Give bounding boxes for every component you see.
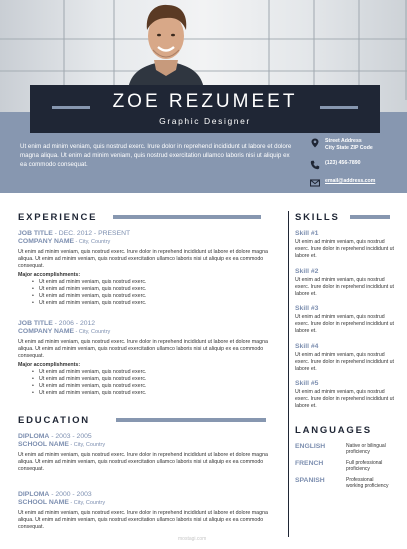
education-title: EDUCATION <box>18 414 90 426</box>
language-level: Professional working proficiency <box>346 477 389 490</box>
degree-dates: - 2003 - 2005 <box>49 433 92 440</box>
envelope-icon <box>310 178 320 188</box>
job-title: JOB TITLE <box>18 320 53 327</box>
list-item: • Ut enim ad minim veniam, quis nostrud exerc. <box>32 369 280 376</box>
accomplishments-label: Major accomplishments: <box>18 361 81 368</box>
education-entry <box>18 491 280 532</box>
language-name: ENGLISH <box>295 443 326 450</box>
column-separator <box>288 211 289 537</box>
profile-summary: Ut enim ad minim veniam, quis nostrud exerc. Irure dolor in reprehend incididunt ut labore et dolore magna aliqua. Ut enim ad minim veniam, quis nostrud exercitation ullamco laboris nisi ut aliquip ex ea commodo consequat. <box>20 143 292 168</box>
list-item: • Ut enim ad minim veniam, quis nostrud exerc. <box>32 376 280 383</box>
skill-name: Skill #2 <box>295 268 319 275</box>
degree-name: DIPLOMA <box>18 491 50 498</box>
address-line-1: Street Address <box>325 138 362 144</box>
skill-item <box>295 268 395 298</box>
list-item: • Ut enim ad minim veniam, quis nostrud exerc. <box>32 383 280 390</box>
degree-dates: - 2000 - 2003 <box>49 491 92 498</box>
education-heading <box>18 414 266 426</box>
language-item <box>295 443 395 456</box>
person-role: Graphic Designer <box>159 116 251 126</box>
experience-title: EXPERIENCE <box>18 211 98 223</box>
company-name: COMPANY NAME <box>18 328 75 335</box>
list-item: • Ut enim ad minim veniam, quis nostrud exerc. <box>32 293 280 300</box>
language-item <box>295 460 395 473</box>
contact-email <box>310 178 405 188</box>
education-entry <box>18 433 280 474</box>
skill-name: Skill #4 <box>295 343 319 350</box>
job-description: Ut enim ad minim veniam, quis nostrud exerc. Irure dolor in reprehend incididunt ut labore et dolore magna aliqua. Ut enim ad minim veniam, quis nostrud exercitation ullamco laboris nisi ut aliquip ex ea commodo consequat. <box>18 339 268 360</box>
list-item: • Ut enim ad minim veniam, quis nostrud exerc. <box>32 390 280 397</box>
phone-number: (123) 456-7890 <box>325 160 361 166</box>
skill-name: Skill #5 <box>295 380 319 387</box>
section-bar <box>350 215 390 219</box>
resume-header <box>0 0 407 193</box>
skill-item <box>295 380 395 410</box>
school-name: SCHOOL NAME <box>18 441 69 448</box>
job-title: JOB TITLE <box>18 230 53 237</box>
section-bar <box>116 418 266 422</box>
phone-icon <box>310 160 320 170</box>
skill-description: Ut enim ad minim veniam, quis nostrud exerc. Irure dolor in reprehend incididunt ut labore et. <box>295 389 394 409</box>
skill-item <box>295 343 395 373</box>
section-bar <box>113 215 261 219</box>
job-dates: - 2006 - 2012 <box>52 320 96 327</box>
job-description: Ut enim ad minim veniam, quis nostrud exerc. Irure dolor in reprehend incididunt ut labore et dolore magna aliqua. Ut enim ad minim veniam, quis nostrud exercitation ullamco laboris nisi ut aliquip ex ea commodo consequat. <box>18 249 268 270</box>
job-entry <box>18 230 280 307</box>
company-name: COMPANY NAME <box>18 238 75 245</box>
skill-item <box>295 230 395 260</box>
school-location: - City, Country <box>68 442 106 448</box>
language-name: SPANISH <box>295 477 325 484</box>
skills-heading <box>295 211 390 223</box>
name-box <box>30 85 380 133</box>
degree-name: DIPLOMA <box>18 433 50 440</box>
languages-heading <box>295 424 372 436</box>
education-description: Ut enim ad minim veniam, quis nostrud exerc. Irure dolor in reprehend incididunt ut labore et dolore magna aliqua. Ut enim ad minim veniam, quis nostrud exercitation ullamco laboris nisi ut aliquip ex ea commodo consequat. <box>18 510 268 531</box>
job-dates: - DEC. 2012 - PRESENT <box>52 230 131 237</box>
accomplishments-label: Major accomplishments: <box>18 271 81 278</box>
email-link[interactable]: email@address.com <box>325 178 376 184</box>
job-entry <box>18 320 280 397</box>
address-line-2: City State ZIP Code <box>325 145 373 151</box>
skill-name: Skill #3 <box>295 305 319 312</box>
experience-heading <box>18 211 261 223</box>
school-name: SCHOOL NAME <box>18 499 69 506</box>
language-level: Native or bilingual proficiency <box>346 443 386 456</box>
language-level: Full professional proficiency <box>346 460 383 473</box>
school-location: - City, Country <box>68 500 106 506</box>
company-location: - City, Country <box>74 329 111 335</box>
last-name: REZUMEET <box>168 91 298 112</box>
list-item: • Ut enim ad minim veniam, quis nostrud exerc. <box>32 300 280 307</box>
skill-description: Ut enim ad minim veniam, quis nostrud exerc. Irure dolor in reprehend incididunt ut labore et. <box>295 314 394 334</box>
languages-title: LANGUAGES <box>295 424 372 436</box>
language-item <box>295 477 395 490</box>
contact-address <box>310 138 405 152</box>
map-pin-icon <box>310 138 320 148</box>
accomplishments-list <box>32 369 280 398</box>
profile-photo <box>120 0 212 90</box>
skill-name: Skill #1 <box>295 230 319 237</box>
watermark: mostagi.com <box>178 536 207 542</box>
education-description: Ut enim ad minim veniam, quis nostrud exerc. Irure dolor in reprehend incididunt ut labore et dolore magna aliqua. Ut enim ad minim veniam, quis nostrud exercitation ullamco laboris nisi ut aliquip ex ea commodo consequat. <box>18 452 268 473</box>
skill-item <box>295 305 395 335</box>
contact-info <box>310 138 405 193</box>
skill-description: Ut enim ad minim veniam, quis nostrud exerc. Irure dolor in reprehend incididunt ut labore et. <box>295 277 394 297</box>
skill-description: Ut enim ad minim veniam, quis nostrud exerc. Irure dolor in reprehend incididunt ut labore et. <box>295 239 394 259</box>
person-name <box>30 91 380 113</box>
language-name: FRENCH <box>295 460 324 467</box>
contact-phone <box>310 160 405 170</box>
first-name: ZOE <box>112 91 161 112</box>
accomplishments-list <box>32 279 280 308</box>
skill-description: Ut enim ad minim veniam, quis nostrud exerc. Irure dolor in reprehend incididunt ut labore et. <box>295 352 394 372</box>
company-location: - City, Country <box>74 239 111 245</box>
list-item: • Ut enim ad minim veniam, quis nostrud exerc. <box>32 286 280 293</box>
list-item: • Ut enim ad minim veniam, quis nostrud exerc. <box>32 279 280 286</box>
skills-title: SKILLS <box>295 211 340 223</box>
